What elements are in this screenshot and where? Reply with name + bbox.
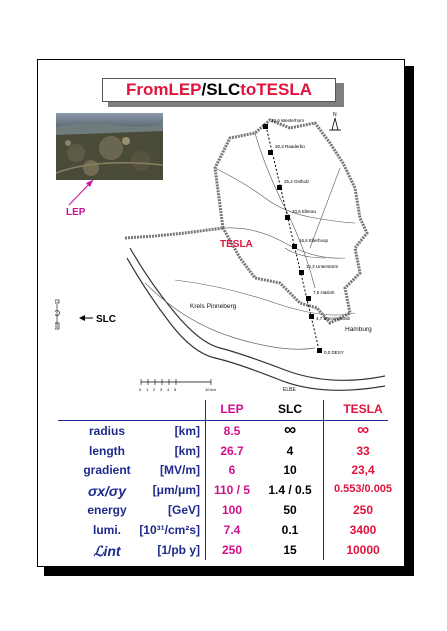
row-slc-value: 4 [286, 444, 294, 458]
row-lep-value: 26.7 [220, 444, 244, 458]
row-lep-value: 110 / 5 [213, 483, 251, 497]
tesla-site-map [55, 108, 385, 398]
hamburg-label: Hamburg [345, 326, 372, 333]
row-lep-value: 7.4 [223, 523, 241, 537]
station-marker [292, 244, 297, 249]
row-slc-value: 0.1 [281, 523, 299, 537]
row-unit: [GeV] [167, 503, 200, 517]
elbe-label: ELBE [283, 387, 296, 393]
station-marker [299, 270, 304, 275]
title-lep: LEP [168, 80, 202, 99]
row-unit: [μm/μm] [152, 483, 200, 497]
row-unit: [km] [174, 424, 200, 438]
svg-text:10 km: 10 km [205, 387, 216, 392]
lep-label: LEP [66, 207, 86, 218]
row-label: radius [88, 424, 125, 438]
title-slc: SLC [206, 80, 241, 99]
svg-text:5: 5 [174, 387, 177, 392]
header-lep: LEP [220, 402, 244, 416]
title-slash: / [201, 80, 207, 99]
row-label: σx/σy [87, 483, 127, 499]
title-to: to [240, 80, 257, 99]
station-label: 30,3 Raaderbü [275, 144, 305, 149]
svg-text:3: 3 [160, 387, 163, 392]
row-lep-value: 250 [221, 543, 243, 557]
column-separator [205, 400, 206, 560]
station-marker [309, 314, 314, 319]
row-lep-value: 100 [221, 503, 243, 517]
station-marker [285, 215, 290, 220]
row-slc-value: ∞ [283, 420, 297, 439]
title-part1: From [125, 80, 169, 99]
row-label: energy [87, 503, 127, 517]
title-tesla: TESLA [256, 80, 313, 99]
row-tesla-value: 0.553/0.005 [333, 483, 393, 495]
svg-text:2: 2 [153, 387, 156, 392]
kreis-pinneberg-label: Krels Pinneberg [190, 303, 237, 310]
svg-text:1: 1 [146, 387, 149, 392]
slc-arrowhead [79, 315, 85, 321]
row-slc-value: 10 [283, 463, 297, 477]
row-lep-value: 8.5 [223, 424, 241, 438]
row-label: ℒint [93, 543, 121, 559]
station-label: 32,6 Westerhorn [271, 118, 305, 123]
slc-outline-icon [55, 300, 60, 329]
header-slc: SLC [278, 402, 302, 416]
row-tesla-value: 3400 [349, 523, 377, 537]
station-label: 7,5 Hasloh [313, 290, 335, 295]
row-tesla-value: ∞ [356, 420, 370, 439]
station-label: 4,7 Bönningstedt [316, 316, 350, 321]
station-marker [306, 296, 311, 301]
svg-text:0: 0 [139, 387, 142, 392]
station-label: 16,6 Ellerhoop [299, 238, 329, 243]
station-marker [317, 348, 322, 353]
station-marker [277, 185, 282, 190]
slide-title [102, 78, 336, 102]
station-label: 20,6 Ellerau [292, 209, 317, 214]
row-unit: [MV/m] [160, 463, 200, 477]
svg-text:N: N [333, 112, 337, 118]
north-arrow-icon [329, 112, 341, 130]
header-tesla: TESLA [343, 402, 383, 416]
station-marker [268, 150, 273, 155]
row-unit: [km] [174, 444, 200, 458]
svg-text:4: 4 [167, 387, 170, 392]
tesla-map-label: TESLA [220, 239, 253, 250]
row-slc-value: 1.4 / 0.5 [268, 483, 312, 497]
row-label: lumi. [92, 523, 121, 537]
row-unit: [1/pb y] [157, 543, 200, 557]
row-label: gradient [83, 463, 131, 477]
row-lep-value: 6 [228, 463, 236, 477]
row-unit: [10³¹/cm²s] [139, 523, 200, 537]
row-slc-value: 50 [283, 503, 297, 517]
row-tesla-value: 33 [356, 444, 370, 458]
row-tesla-value: 250 [352, 503, 374, 517]
station-marker [263, 124, 268, 129]
station-label: 25,2 Ostholz [284, 179, 310, 184]
district-boundary [215, 120, 367, 323]
slc-label: SLC [96, 314, 116, 325]
station-label: 12,2 Unterstürm [306, 264, 339, 269]
row-slc-value: 15 [283, 543, 297, 557]
row-tesla-value: 10000 [346, 543, 380, 557]
row-tesla-value: 23,4 [351, 463, 375, 477]
scale-bar [139, 379, 217, 392]
station-label: 0,0 DESY [324, 350, 344, 355]
row-label: length [89, 444, 125, 458]
